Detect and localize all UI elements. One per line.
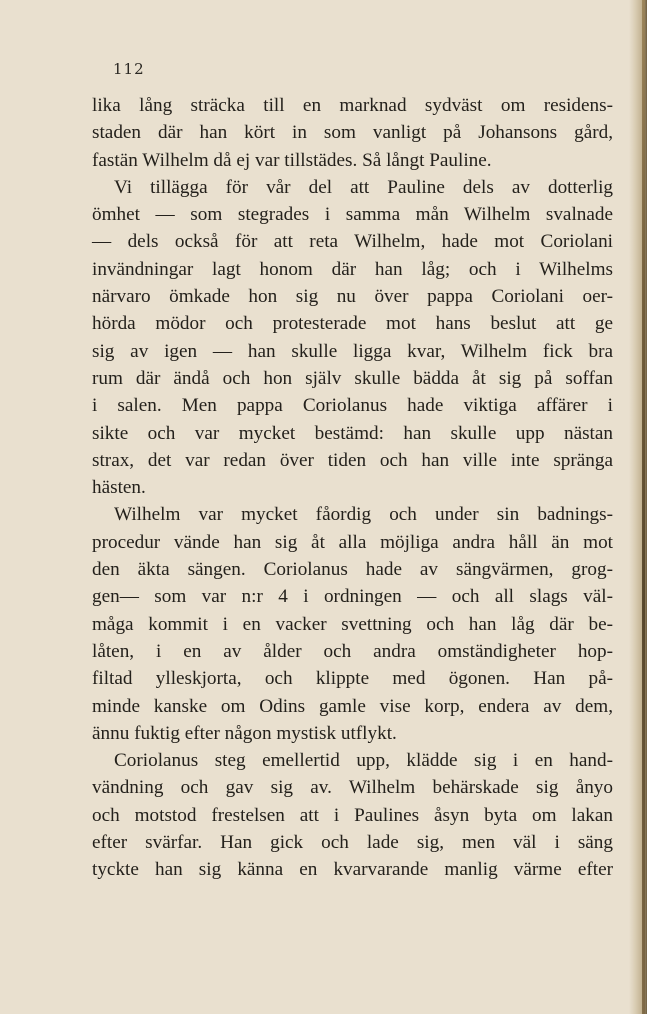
text-line: strax, det var redan över tiden och han ville inte spränga bbox=[92, 449, 613, 471]
text-line: ännu fuktig efter någon mystisk utflykt. bbox=[92, 722, 397, 744]
text-line: minde kanske om Odins gamle vise korp, endera av dem, bbox=[92, 695, 613, 717]
body-text bbox=[92, 92, 613, 884]
text-line: Coriolanus steg emellertid upp, klädde sig i en hand- bbox=[114, 750, 613, 772]
text-line: vändning och gav sig av. Wilhelm behärskade sig ånyo bbox=[92, 777, 613, 799]
text-line: närvaro ömkade hon sig nu över pappa Coriolani oer- bbox=[92, 286, 613, 308]
page-binding-edge bbox=[642, 0, 645, 1014]
text-line: — dels också för att reta Wilhelm, hade mot Coriolani bbox=[92, 231, 613, 253]
text-line: sig av igen — han skulle ligga kvar, Wilhelm fick bra bbox=[92, 340, 613, 362]
page-number: 112 bbox=[113, 60, 145, 78]
text-line: filtad ylleskjorta, och klippte med ögonen. Han på- bbox=[92, 668, 613, 690]
text-line: gen— som var n:r 4 i ordningen — och all slags väl- bbox=[92, 586, 613, 608]
text-line: tyckte han sig känna en kvarvarande manlig värme efter bbox=[92, 859, 613, 881]
text-line: hästen. bbox=[92, 477, 146, 499]
text-line: den äkta sängen. Coriolanus hade av sängvärmen, grog- bbox=[92, 559, 613, 581]
text-line: invändningar lagt honom där han låg; och i Wilhelms bbox=[92, 258, 613, 280]
text-line: Wilhelm var mycket fåordig och under sin badnings- bbox=[114, 504, 613, 526]
text-line: låten, i en av ålder och andra omständigheter hop- bbox=[92, 640, 613, 662]
text-line: ömhet — som stegrades i samma mån Wilhelm svalnade bbox=[92, 204, 613, 226]
text-line: efter svärfar. Han gick och lade sig, men väl i säng bbox=[92, 832, 613, 854]
text-line: procedur vände han sig åt alla möjliga andra håll än mot bbox=[92, 531, 613, 553]
text-line: måga kommit i en vacker svettning och han låg där be- bbox=[92, 613, 613, 635]
text-line: hörda mödor och protesterade mot hans beslut att ge bbox=[92, 313, 613, 335]
text-line: i salen. Men pappa Coriolanus hade viktiga affärer i bbox=[92, 395, 613, 417]
text-line: Vi tillägga för vår del att Pauline dels av dotterlig bbox=[114, 176, 613, 198]
text-line: fastän Wilhelm då ej var tillstädes. Så långt Pauline. bbox=[92, 149, 492, 171]
text-line: och motstod frestelsen att i Paulines åsyn byta om lakan bbox=[92, 804, 613, 826]
text-line: staden där han kört in som vanligt på Johansons gård, bbox=[92, 122, 613, 144]
text-line: rum där ändå och hon själv skulle bädda åt sig på soffan bbox=[92, 367, 613, 389]
text-line: lika lång sträcka till en marknad sydväst om residens- bbox=[92, 95, 613, 116]
text-line: sikte och var mycket bestämd: han skulle upp nästan bbox=[92, 422, 613, 444]
